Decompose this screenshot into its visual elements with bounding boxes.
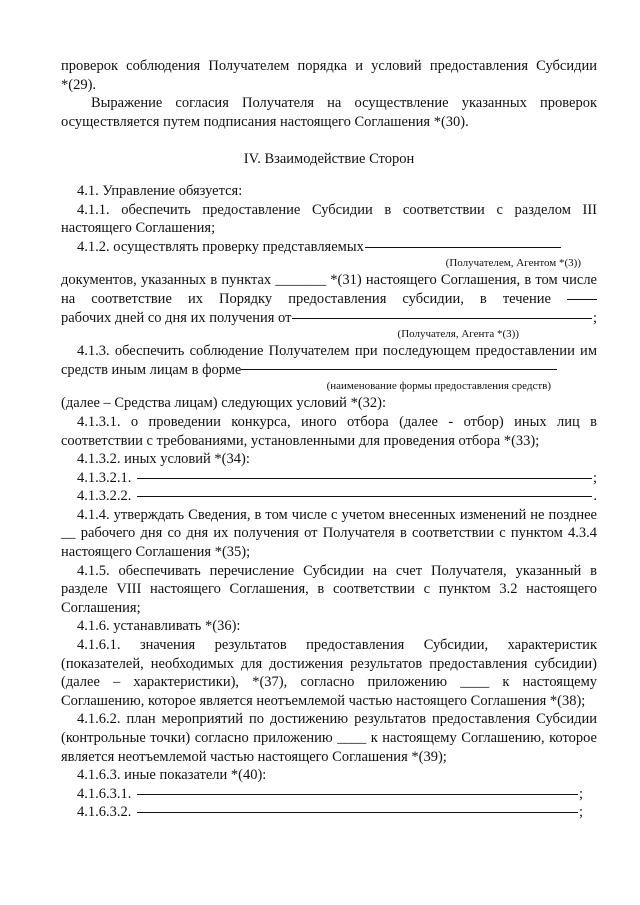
clause-4-1-2-end xyxy=(61,309,597,328)
punct: ; xyxy=(592,469,597,486)
clause-number: 4.1.3.2.1. xyxy=(77,469,132,486)
field-caption: (наименование формы предоставления средств) xyxy=(326,380,551,393)
fill-blank xyxy=(137,478,592,479)
clause-text: рабочих дней со дня их получения от xyxy=(61,309,292,326)
clause-4-1-3-1: 4.1.3.1. о проведении конкурса, иного отбора (далее - отбор) иных лиц в соответствии с требованиями, установленными для проведения отбора *(33); xyxy=(61,413,597,449)
fill-blank xyxy=(137,812,578,813)
clause-4-1-6-3-2 xyxy=(61,803,597,822)
punct: ; xyxy=(578,785,583,802)
clause-4-1-2-text: документов, указанных в пунктах _______ *(31) настоящего Соглашения, в том числе на соответствие их Порядку предоставления субсидии, в течение xyxy=(61,272,597,307)
punct: . xyxy=(593,488,597,505)
clause-text: 4.1.2. осуществлять проверку представляемых xyxy=(77,238,364,255)
text-line: (далее – Средства лицам) следующих условий *(32): xyxy=(61,395,387,412)
fill-blank xyxy=(365,247,561,248)
clause-4-1-3 xyxy=(61,342,597,379)
clause-4-1-1: 4.1.1. обеспечить предоставление Субсидии в соответствии с разделом III настоящего Соглашения; xyxy=(61,201,597,237)
clause-4-1-6-3-1 xyxy=(61,785,597,804)
fill-blank xyxy=(292,318,592,319)
document-page xyxy=(61,57,597,822)
field-caption: (Получателем, Агентом *(3)) xyxy=(445,257,581,270)
text-line: *(29). xyxy=(61,76,97,93)
clause-4-1-4: 4.1.4. утверждать Сведения, в том числе с учетом внесенных изменений не позднее __ рабочего дня со дня их получения от Получателя в соответствии с пунктом 4.3.4 настоящего Соглашения *(35); xyxy=(61,506,597,561)
text-line: проверок соблюдения Получателем порядка и условий предоставления Субсидии xyxy=(61,58,597,74)
clause-text: 4.1.3. обеспечить соблюдение Получателем при последующем предоставлении им средств иным лицам в форме xyxy=(61,343,597,378)
clause-4-1-5: 4.1.5. обеспечивать перечисление Субсидии на счет Получателя, указанный в разделе VIII настоящего Соглашения, в соответствии с пунктом 3.2 настоящего Соглашения; xyxy=(61,562,597,616)
field-caption: (Получателя, Агента *(3)) xyxy=(397,328,519,341)
clause-4-1-6-3: 4.1.6.3. иные показатели *(40): xyxy=(77,767,267,784)
clause-4-1-3-2: 4.1.3.2. иных условий *(34): xyxy=(77,451,250,468)
fill-blank xyxy=(137,496,592,497)
punct: ; xyxy=(578,804,583,821)
clause-4-1-3-2-2 xyxy=(61,487,597,506)
fill-blank xyxy=(241,368,557,370)
clause-4-1-6-1: 4.1.6.1. значения результатов предоставления Субсидии, характеристик (показателей, необходимых для достижения результатов предоставления субсидии) (далее – характеристики), *(37), согласно приложению ____ к настоящему Соглашению, которое является неотъемлемой частью настоящего Соглашения *(38); xyxy=(61,637,597,709)
fill-blank xyxy=(137,794,578,795)
clause-4-1: 4.1. Управление обязуется: xyxy=(77,182,243,199)
section-heading: IV. Взаимодействие Сторон xyxy=(243,151,415,168)
clause-number: 4.1.3.2.2. xyxy=(77,488,132,505)
punct: ; xyxy=(592,309,597,326)
clause-4-1-6: 4.1.6. устанавливать *(36): xyxy=(77,618,241,635)
clause-4-1-6-2: 4.1.6.2. план мероприятий по достижению результатов предоставления Субсидии (контрольные точки) согласно приложению ____ к настоящему Соглашению, которое является неотъемлемой частью настоящего Соглашения *(39); xyxy=(61,711,597,765)
clause-number: 4.1.6.3.2. xyxy=(77,804,132,821)
clause-4-1-3-2-1 xyxy=(61,469,597,488)
clause-number: 4.1.6.3.1. xyxy=(77,785,132,802)
consent-paragraph: Выражение согласия Получателя на осуществление указанных проверок осуществляется путем подписания настоящего Соглашения *(30). xyxy=(61,95,597,130)
fill-blank xyxy=(567,298,597,300)
clause-4-1-2-start xyxy=(61,238,597,257)
